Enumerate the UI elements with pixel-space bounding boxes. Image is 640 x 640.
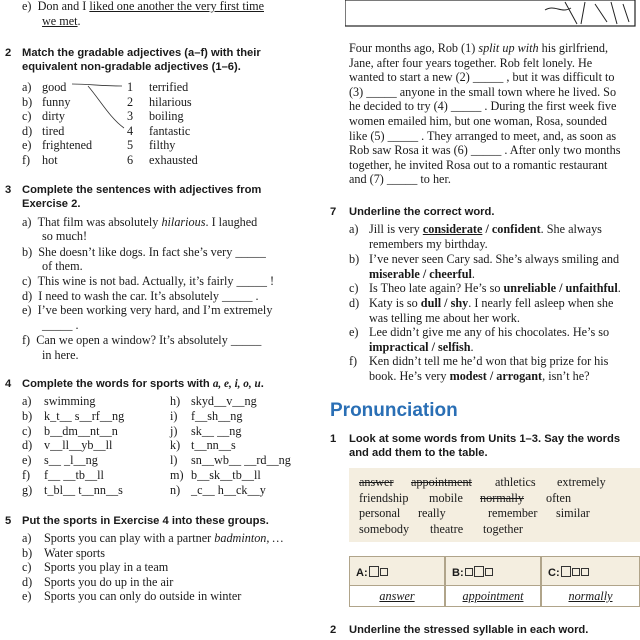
ex3-item-a: a) That film was absolutely hilarious. I laughed <box>22 215 258 229</box>
ex7-text: . She always <box>540 222 602 236</box>
ex7-text: Lee didn’t give me any of his chocolates. He’s so <box>369 325 610 339</box>
story-line <box>349 85 616 99</box>
table-example-cell <box>445 585 541 607</box>
sport-word: v__ll__yb__ll <box>44 438 113 453</box>
story-text: like (5) _____ . They arranged to meet, and, as soon as <box>349 128 617 143</box>
group-text <box>44 546 105 560</box>
sport-word: f__ __tb__ll <box>44 468 104 482</box>
gradable-word: dirty <box>42 109 66 124</box>
table-example-cell <box>541 585 640 607</box>
word-item: friendship <box>359 490 409 505</box>
item-text: . <box>77 14 81 28</box>
group-label: e) <box>22 589 32 604</box>
nongradable-word: boiling <box>149 109 184 124</box>
sport-word: skyd__v__ng <box>191 394 257 408</box>
story-text: Jane, after four years together. Rob felt lonely. He <box>349 55 593 70</box>
ex3-item-d: d) I need to wash the car. It’s absolutely _____ . <box>22 289 259 303</box>
table-header-label: B: <box>452 567 464 579</box>
ex7-label: c) <box>349 281 359 295</box>
nongradable-num: 6 <box>127 153 134 167</box>
word-item: normally <box>480 490 525 505</box>
nongradable-word: terrified <box>149 80 189 94</box>
ex7-label: d) <box>349 296 360 310</box>
gradable-label: d) <box>22 123 33 138</box>
ex7-text: Katy is so <box>369 296 421 310</box>
ex7-choice: unreliable / unfaithful <box>503 281 618 295</box>
word-item: athletics <box>495 475 536 489</box>
nongradable-num: 2 <box>127 94 134 109</box>
group-label: c) <box>22 560 32 575</box>
story-line <box>349 56 592 70</box>
group-text <box>44 531 283 545</box>
pron-ex2-title: Underline the stressed syllable in each word. <box>349 624 589 636</box>
story-line <box>349 114 607 128</box>
stress-pattern-icon <box>368 567 388 579</box>
nongradable-num: 5 <box>127 138 134 153</box>
story-text: together, he invited Rosa out to a romantic restaurant <box>349 157 608 172</box>
story-line <box>349 129 616 143</box>
sport-word: _c__ h__ck__y <box>191 482 266 497</box>
ex7-text: . <box>470 339 474 354</box>
story-italic: split up with <box>478 41 539 55</box>
table-example: normally <box>568 589 613 603</box>
story-line <box>349 99 616 113</box>
word-item: together <box>483 521 523 536</box>
group-text-main: Sports you can play with a partner <box>44 531 215 545</box>
group-label: a) <box>22 531 32 545</box>
ex4-title: Complete the words for sports with a, e, i, o, u. <box>22 378 264 390</box>
ex3-item-b-cont: of them. <box>42 259 83 273</box>
gradable-label: c) <box>22 109 32 124</box>
group-text-main: Sports you can only do outside in winter <box>44 589 242 604</box>
match-line-a <box>72 84 122 86</box>
gradable-word: good <box>42 80 67 94</box>
gradable-word: frightened <box>42 138 93 153</box>
table-header-label: A: <box>356 567 368 579</box>
word-item: theatre <box>430 521 464 536</box>
ex1-item-e <box>22 0 264 13</box>
story-text: his girlfriend, <box>538 41 608 55</box>
sport-label: f) <box>22 468 31 482</box>
ex7-sentence-cont <box>369 369 590 383</box>
group-text <box>44 589 241 603</box>
group-text <box>44 575 173 589</box>
nongradable-word: hilarious <box>149 94 192 109</box>
ex7-sentence-cont <box>369 340 474 354</box>
table-header <box>349 556 445 586</box>
gradable-label: a) <box>22 80 32 94</box>
pronunciation-heading: Pronunciation <box>330 400 458 421</box>
ex3-item-e-cont: _____ . <box>42 318 79 332</box>
sport-label: h) <box>170 394 181 408</box>
story-text: Four months ago, Rob (1) <box>349 41 479 55</box>
ex7-label: f) <box>349 354 358 368</box>
table-example-cell <box>349 585 445 607</box>
ex7-text: . <box>471 266 475 281</box>
group-text <box>44 560 168 574</box>
gradable-word: hot <box>42 153 58 167</box>
word-item: extremely <box>557 475 606 489</box>
story-text: women emailed him, but one woman, Rosa, sounded <box>349 114 607 128</box>
sport-word: sn__wb__ __rd__ng <box>191 453 291 468</box>
ex1-item-e-cont <box>42 14 81 28</box>
ex3-number: 3 <box>5 184 12 196</box>
story-text: he decided to try (4) _____ . During the first week five <box>349 99 617 114</box>
ex7-number: 7 <box>330 206 337 218</box>
ex7-choice: modest / arrogant <box>449 368 543 383</box>
sport-word: f__sh__ng <box>191 408 243 423</box>
group-text-main: Water sports <box>44 545 105 560</box>
ex7-text: I’ve never seen Cary sad. She’s always smiling and <box>369 252 620 266</box>
table-example: answer <box>379 589 415 603</box>
ex7-text: . <box>617 281 621 295</box>
item-label: e) <box>22 0 32 13</box>
table-header-label: C: <box>548 567 560 579</box>
sport-word: b__dm__nt__n <box>44 423 118 438</box>
ex3-item-e: e) I’ve been working very hard, and I’m extremely <box>22 303 273 317</box>
sport-label: d) <box>22 438 33 453</box>
ex7-choice: impractical / selfish <box>369 339 471 354</box>
story-line <box>349 41 608 55</box>
ex7-title: Underline the correct word. <box>349 206 495 218</box>
item-text: Don and I <box>37 0 90 13</box>
ex7-choice: dull / shy <box>420 296 469 310</box>
word-item: personal <box>359 506 401 520</box>
story-text: and (7) _____ to her. <box>349 172 451 187</box>
story-text: Rob saw Rosa it was (6) _____ . After only two months <box>349 143 621 158</box>
table-header <box>445 556 541 586</box>
ex3-title: Complete the sentences with adjectives from Exercise 2. <box>22 184 262 210</box>
word-item: similar <box>556 506 590 520</box>
pron-ex1-number: 1 <box>330 433 337 445</box>
sport-label: e) <box>22 453 32 468</box>
ex7-text: book. He’s very <box>369 368 450 383</box>
sport-label: i) <box>170 408 178 423</box>
ex7-sentence <box>369 354 608 368</box>
ex4-number: 4 <box>5 378 12 390</box>
pron-ex2-number: 2 <box>330 624 337 636</box>
sport-label: g) <box>22 482 33 497</box>
group-text-main: Sports you do up in the air <box>44 574 174 589</box>
group-label: b) <box>22 545 33 560</box>
sport-word: swimming <box>44 394 96 408</box>
table-header <box>541 556 640 586</box>
word-item: mobile <box>429 490 463 505</box>
ex7-sentence <box>369 325 609 339</box>
ex7-choice: considerate <box>422 222 483 236</box>
ex7-text: remembers my birthday. <box>369 236 488 251</box>
gradable-label: b) <box>22 94 33 109</box>
ex3-item-f: f) Can we open a window? It’s absolutely _____ <box>22 333 262 347</box>
ex7-text: , isn’t he? <box>542 368 590 383</box>
ex7-text: . I nearly fell asleep when she <box>468 296 614 310</box>
ex7-choice: confident <box>491 222 541 236</box>
story-line <box>349 172 451 186</box>
word-item: really <box>418 506 446 520</box>
sport-label: a) <box>22 394 32 408</box>
word-item: answer <box>359 475 394 489</box>
nongradable-num: 3 <box>127 109 134 124</box>
group-label: d) <box>22 574 33 589</box>
sport-label: l) <box>170 453 178 468</box>
ex7-text: Is Theo late again? He’s so <box>369 281 504 295</box>
sport-word: b__sk__tb__ll <box>191 468 261 482</box>
ex7-label: b) <box>349 252 360 266</box>
ex7-text: Ken didn’t tell me he’d won that big prize for his <box>369 354 609 368</box>
sport-word: sk__ __ng <box>191 423 242 438</box>
sport-word: s__ _l__ng <box>44 453 98 468</box>
group-text-main: Sports you play in a team <box>44 560 169 575</box>
group-example: badminton, … <box>214 531 284 545</box>
word-item: somebody <box>359 521 410 536</box>
match-line-a-4 <box>88 86 124 128</box>
ex7-label: a) <box>349 222 359 236</box>
story-line <box>349 143 621 157</box>
ex3-item-a-cont: so much! <box>42 229 88 243</box>
ex3-item-b: b) She doesn’t like dogs. In fact she’s very _____ <box>22 245 266 259</box>
ex7-sentence-cont <box>369 237 488 251</box>
sport-label: m) <box>170 468 184 482</box>
ex7-sentence <box>369 252 619 266</box>
ex5-number: 5 <box>5 515 12 527</box>
story-line <box>349 70 614 84</box>
ex7-label: e) <box>349 325 359 339</box>
underlined-text: we met <box>42 14 78 28</box>
underlined-text: liked one another the very first time <box>89 0 264 13</box>
cartoon-illustration <box>345 0 640 30</box>
ex3-item-f-cont: in here. <box>42 348 79 362</box>
sport-label: n) <box>170 482 181 497</box>
sport-word: k_t__ s__rf__ng <box>44 408 125 423</box>
stress-pattern-icon <box>560 567 589 579</box>
ex5-title: Put the sports in Exercise 4 into these groups. <box>22 515 269 527</box>
ex7-choice: / <box>482 222 492 236</box>
sport-word: t__nn__s <box>191 438 236 453</box>
sport-label: k) <box>170 438 181 453</box>
pron-ex1-title: Look at some words from Units 1–3. Say the words and add them to the table. <box>349 433 621 459</box>
ex7-choice: miserable / cheerful <box>369 266 472 281</box>
ex7-sentence-cont <box>369 311 520 325</box>
story-line <box>349 158 607 172</box>
ex2-number: 2 <box>5 47 12 59</box>
nongradable-num: 4 <box>127 123 134 138</box>
ex7-sentence <box>369 281 621 295</box>
nongradable-word: fantastic <box>149 123 191 138</box>
gradable-word: tired <box>42 123 65 138</box>
word-item: often <box>546 490 572 505</box>
ex3-item-c: c) This wine is not bad. Actually, it’s fairly _____ ! <box>22 274 275 288</box>
gradable-word: funny <box>42 94 71 109</box>
sport-label: j) <box>170 423 178 438</box>
ex7-sentence <box>369 222 602 236</box>
story-text: (3) _____ anyone in the small town where he lived. So <box>349 84 617 99</box>
word-item: appointment <box>411 475 472 489</box>
ex7-text: was telling me about her work. <box>369 310 520 325</box>
nongradable-num: 1 <box>127 80 134 94</box>
match-lines <box>60 78 130 138</box>
sport-label: b) <box>22 408 33 423</box>
table-example: appointment <box>462 589 524 603</box>
word-item: remember <box>488 506 538 520</box>
gradable-label: f) <box>22 153 31 167</box>
ex7-sentence <box>369 296 613 310</box>
ex7-sentence-cont <box>369 267 475 281</box>
ex2-title: Match the gradable adjectives (a–f) with their equivalent non-gradable adjectives (1–6). <box>22 47 261 73</box>
story-text: wanted to start a new (2) _____ , but it was difficult to <box>349 70 615 85</box>
nongradable-word: exhausted <box>149 153 198 167</box>
ex7-text: Jill is very <box>369 222 423 236</box>
nongradable-word: filthy <box>149 138 176 153</box>
stress-pattern-icon <box>464 567 493 579</box>
gradable-label: e) <box>22 138 32 153</box>
sport-word: t_bl__ t__nn__s <box>44 482 123 497</box>
sport-label: c) <box>22 423 32 438</box>
